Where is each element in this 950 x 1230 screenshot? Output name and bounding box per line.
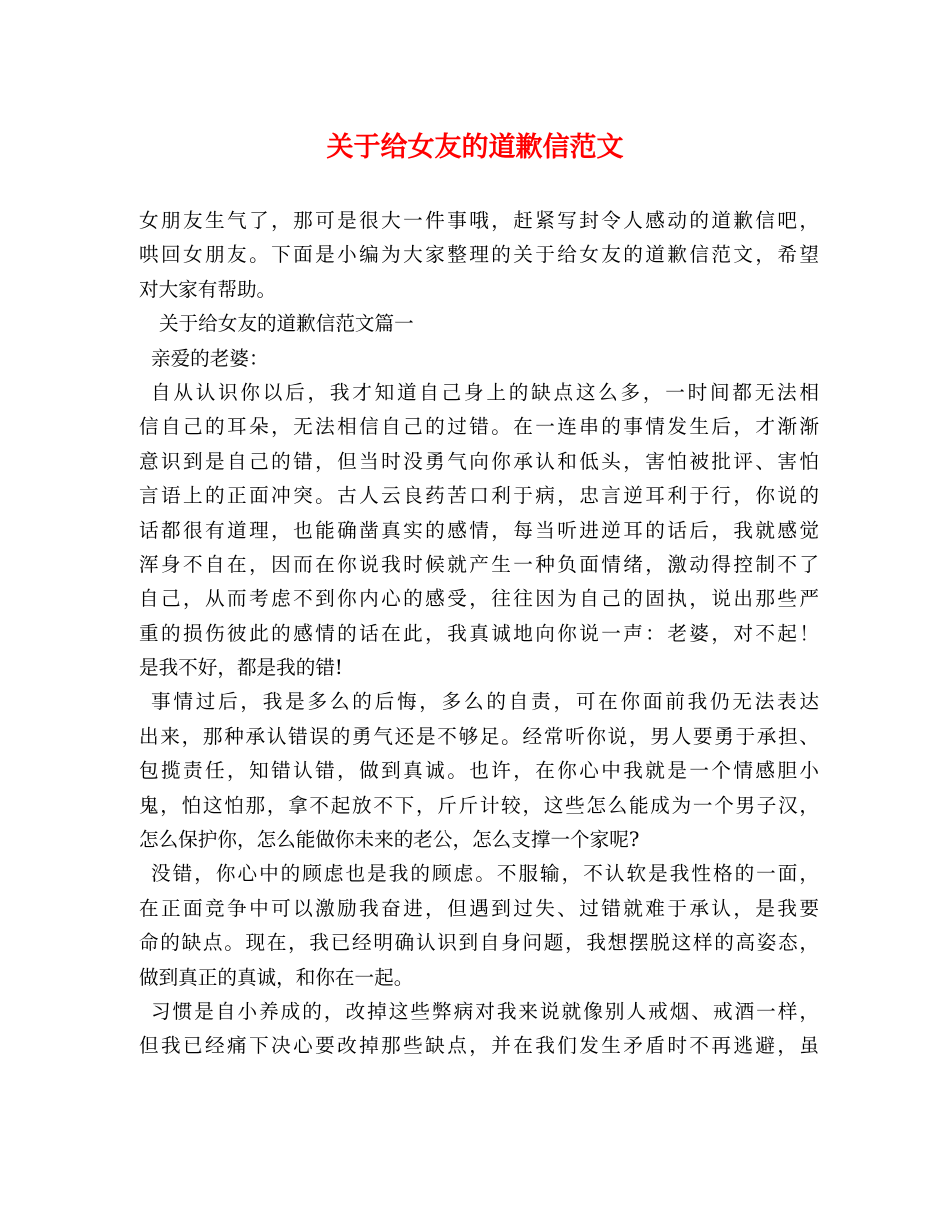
text-line: 包揽责任，知错认错，做到真诚。也许，在你心中我就是一个情感胆小 [139,759,819,783]
text-line: 言语上的正面冲突。古人云良药苦口利于病，忠言逆耳利于行，你说的 [139,484,819,508]
text-line: 话都很有道理，也能确凿真实的感情，每当听进逆耳的话后，我就感觉 [139,518,819,542]
salutation: 亲爱的老婆： [151,346,269,370]
document-body [139,204,819,1064]
text-line: 女朋友生气了，那可是很大一件事哦，赶紧写封令人感动的道歉信吧， [139,209,819,232]
section-heading: 关于给女友的道歉信范文篇一 [159,312,414,336]
text-line: 自己，从而考虑不到你内心的感受，往往因为自己的固执，说出那些严 [139,587,819,611]
text-line: 自从认识你以后，我才知道自己身上的缺点这么多，一时间都无法相 [151,380,819,404]
text-line: 哄回女朋友。下面是小编为大家整理的关于给女友的道歉信范文，希望 [139,243,819,267]
text-line: 意识到是自己的错，但当时没勇气向你承认和低头，害怕被批评、害怕 [139,449,819,473]
text-line: 重的损伤彼此的感情的话在此，我真诚地向你说一声：老婆，对不起！ [139,621,819,645]
text-line: 信自己的耳朵，无法相信自己的过错。在一连串的事情发生后，才渐渐 [139,415,819,439]
text-line: 在正面竞争中可以激励我奋进，但遇到过失、过错就难于承认，是我要 [139,896,819,920]
text-line: 但我已经痛下决心要改掉那些缺点，并在我们发生矛盾时不再逃避，虽 [139,1034,819,1058]
text-line: 是我不好，都是我的错! [139,656,343,680]
text-line: 没错，你心中的顾虑也是我的顾虑。不服输，不认软是我性格的一面， [151,862,819,886]
text-line: 对大家有帮助。 [139,277,277,301]
text-line: 怎么保护你，怎么能做你未来的老公，怎么支撑一个家呢? [139,828,640,852]
text-line: 事情过后，我是多么的后悔，多么的自责，可在你面前我仍无法表达 [151,690,819,714]
text-line: 习惯是自小养成的，改掉这些弊病对我来说就像别人戒烟、戒酒一样， [151,999,819,1023]
text-line: 出来，那种承认错误的勇气还是不够足。经常听你说，男人要勇于承担、 [139,724,819,748]
text-line: 做到真正的真诚，和你在一起。 [139,965,414,989]
text-line: 鬼，怕这怕那，拿不起放不下，斤斤计较，这些怎么能成为一个男子汉， [139,793,819,817]
text-line: 浑身不自在，因而在你说我时候就产生一种负面情绪，激动得控制不了 [139,552,819,576]
document-title: 关于给女友的道歉信范文 [326,132,624,163]
text-line: 命的缺点。现在，我已经明确认识到自身问题，我想摆脱这样的高姿态， [139,931,819,955]
